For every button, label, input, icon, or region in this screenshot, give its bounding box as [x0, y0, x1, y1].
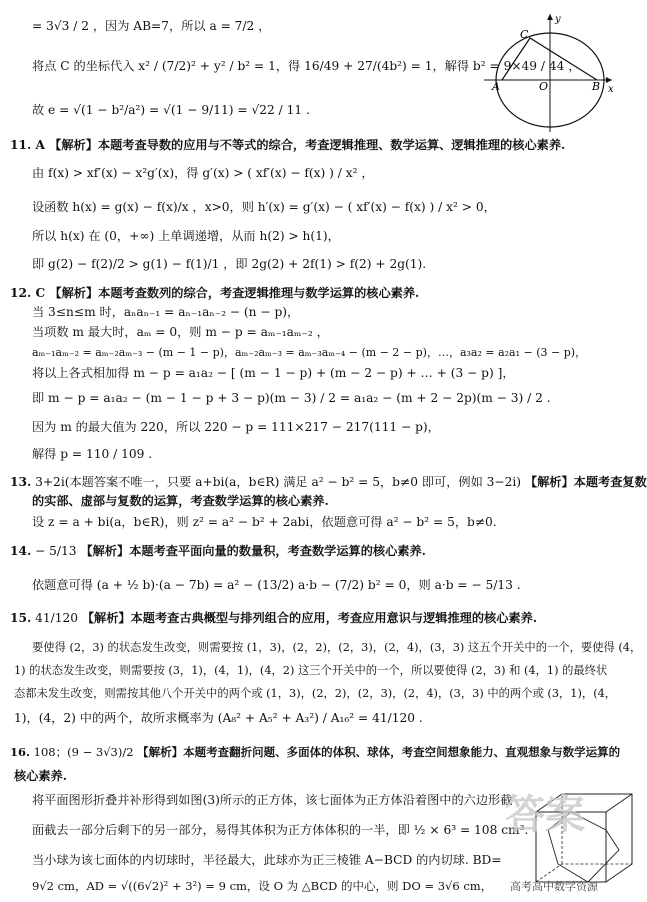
question-15-header — [10, 610, 537, 626]
line-l5: 所以 h(x) 在 (0，+∞) 上单调递增，从而 h(2) > h(1)， — [32, 229, 340, 243]
line-l10: 将以上各式相加得 m − p = a₁a₂ − [ (m − 1 − p) + (m − 2 − p) + … + (3 − p) ]， — [32, 366, 515, 380]
label-b: B — [592, 80, 601, 93]
question-11-header — [10, 137, 565, 153]
question-12-header — [10, 285, 419, 301]
q14-number: 14. — [10, 544, 32, 558]
q13-answer: 3+2i(本题答案不唯一，只要 a+bi(a，b∈R) 满足 a² − b² = 5，b≠0 即可，例如 3−2i) — [35, 475, 522, 489]
x-arrow-icon — [606, 77, 612, 83]
q16-tag: 【解析】 — [137, 745, 184, 759]
q15-tag: 【解析】 — [81, 611, 131, 625]
line-l13: 解得 p = 110 / 109 . — [32, 447, 153, 461]
q16-tail: 本题考查翻折问题、多面体的体积、球体，考查空间想象能力、直观想象与数学运算的 — [183, 745, 621, 759]
q11-tag: 【解析】 — [49, 138, 98, 152]
line-l8: 当项数 m 最大时，aₘ = 0，则 m − p = aₘ₋₁aₘ₋₂ ， — [32, 325, 329, 339]
line-l24: 当小球为该七面体的内切球时，半径最大，此球亦为正三棱锥 A−BCD 的内切球. BD= — [32, 853, 502, 867]
question-13-header — [10, 474, 647, 490]
watermark-caption: 高考高中数学资源 — [510, 880, 598, 893]
line-l21: 核心素养. — [14, 769, 67, 783]
label-c: C — [520, 28, 529, 41]
question-16-header — [10, 744, 620, 760]
line-l7: 当 3≤n≤m 时，aₙaₙ₋₁ = aₙ₋₁aₙ₋₂ − (n − p)， — [32, 305, 300, 319]
label-o: O — [539, 80, 549, 93]
line-l1: 将点 C 的坐标代入 x² / (7/2)² + y² / b² = 1，得 16/49 + 27/(4b²) = 1，解得 b² = 9×49 / 44 ， — [32, 59, 581, 73]
label-y: y — [555, 14, 561, 25]
line-l3: 由 f(x) > xf′(x) − x²g′(x)，得 g′(x) > ( xf′(x) − f(x) ) / x² ， — [32, 166, 374, 180]
line-l19: 态都未发生改变，则需按其他八个开关中的两个或 (1，3)，(2，2)，(2，3)，(2，4)，(3，3) 中的两个或 (3，1)，(4， — [14, 687, 617, 700]
line-l4: 设函数 h(x) = g(x) − f(x)/x ，x>0，则 h′(x) = g′(x) − ( xf′(x) − f(x) ) / x² > 0， — [32, 200, 496, 214]
q11-text: 本题考查导数的应用与不等式的综合，考查逻辑推理、数学运算、逻辑推理的核心素养. — [97, 138, 566, 152]
line-l25: 9√2 cm，AD = √((6√2)² + 3²) = 9 cm，设 O 为 △BCD 的中心，则 DO = 3√6 cm， — [32, 879, 493, 893]
q16-answer: 108；(9 − 3√3)/2 — [33, 745, 134, 759]
q15-answer: 41/120 — [35, 611, 78, 625]
watermark-logo: 答案 — [505, 792, 585, 838]
line-l12: 因为 m 的最大值为 220，所以 220 − p = 111×217 − 217(111 − p)， — [32, 420, 440, 434]
question-14-header — [10, 543, 426, 559]
q13-number: 13. — [10, 475, 32, 489]
line-l18: 1) 的状态发生改变，则需要按 (3，1)，(4，1)，(4，2) 这三个开关中的一个，所以要使得 (2，3) 和 (4，1) 的最终状 — [14, 664, 608, 677]
label-a: A — [492, 80, 500, 93]
q14-tail: 本题考查平面向量的数量积，考查数学运算的核心素养. — [129, 544, 426, 558]
q12-tag: 【解析】 — [49, 286, 99, 300]
q16-number: 16. — [10, 745, 31, 759]
q15-number: 15. — [10, 611, 32, 625]
y-arrow-icon — [547, 14, 553, 20]
label-x: x — [608, 84, 614, 95]
line-l16: 依题意可得 (a + ½ b)·(a − 7b) = a² − (13/2) a·b − (7/2) b² = 0，则 a·b = − 5/13 . — [32, 578, 521, 592]
line-l14: 的实部、虚部与复数的运算，考查数学运算的核心素养. — [32, 494, 329, 508]
line-l2: 故 e = √(1 − b²/a²) = √(1 − 9/11) = √22 / 11 . — [32, 103, 310, 117]
line-l23: 面截去一部分后剩下的另一部分，易得其体积为正方体体积的一半，即 ½ × 6³ = 108 cm³. — [32, 823, 529, 837]
q14-answer: − 5/13 — [35, 544, 77, 558]
line-l0: = 3√3 / 2 ，因为 AB=7，所以 a = 7/2 ， — [32, 19, 271, 33]
q12-text: 本题考查数列的综合，考查逻辑推理与数学运算的核心素养. — [98, 286, 420, 300]
q12-number: 12. C — [10, 286, 46, 300]
line-l11: 即 m − p = a₁a₂ − (m − 1 − p + 3 − p)(m − 3) / 2 = a₁a₂ − (m + 2 − 2p)(m − 3) / 2 . — [32, 391, 551, 405]
line-l6: 即 g(2) − f(2)/2 > g(1) − f(1)/1 ，即 2g(2) + 2f(1) > f(2) + 2g(1). — [32, 257, 427, 271]
line-l17: 要使得 (2，3) 的状态发生改变，则需要按 (1，3)，(2，2)，(2，3)，(2，4)，(3，3) 这五个开关中的一个，要使得 (4， — [32, 641, 642, 654]
q13-tail: 本题考查复数 — [573, 475, 647, 489]
line-l15: 设 z = a + bi(a，b∈R)，则 z² = a² − b² + 2abi，依题意可得 a² − b² = 5，b≠0. — [32, 515, 497, 529]
q14-tag: 【解析】 — [80, 544, 130, 558]
line-l20: 1)，(4，2) 中的两个，故所求概率为 (A₈² + A₅² + A₃²) / A₁₆² = 41/120 . — [14, 711, 423, 725]
line-l22: 将平面图形折叠并补形得到如图(3)所示的正方体，该七面体为正方体沿着图中的六边形截 — [32, 793, 513, 807]
line-l9: aₘ₋₁aₘ₋₂ = aₘ₋₂aₘ₋₃ − (m − 1 − p)，aₘ₋₂aₘ₋₃ = aₘ₋₃aₘ₋₄ − (m − 2 − p)，…，a₃a₂ = a₂a₁ − (3 − p)， — [32, 346, 587, 359]
q11-number: 11. A — [10, 138, 45, 152]
q15-tail: 本题考查古典概型与排列组合的应用，考查应用意识与逻辑推理的核心素养. — [130, 611, 538, 625]
q13-tag: 【解析】 — [524, 475, 574, 489]
